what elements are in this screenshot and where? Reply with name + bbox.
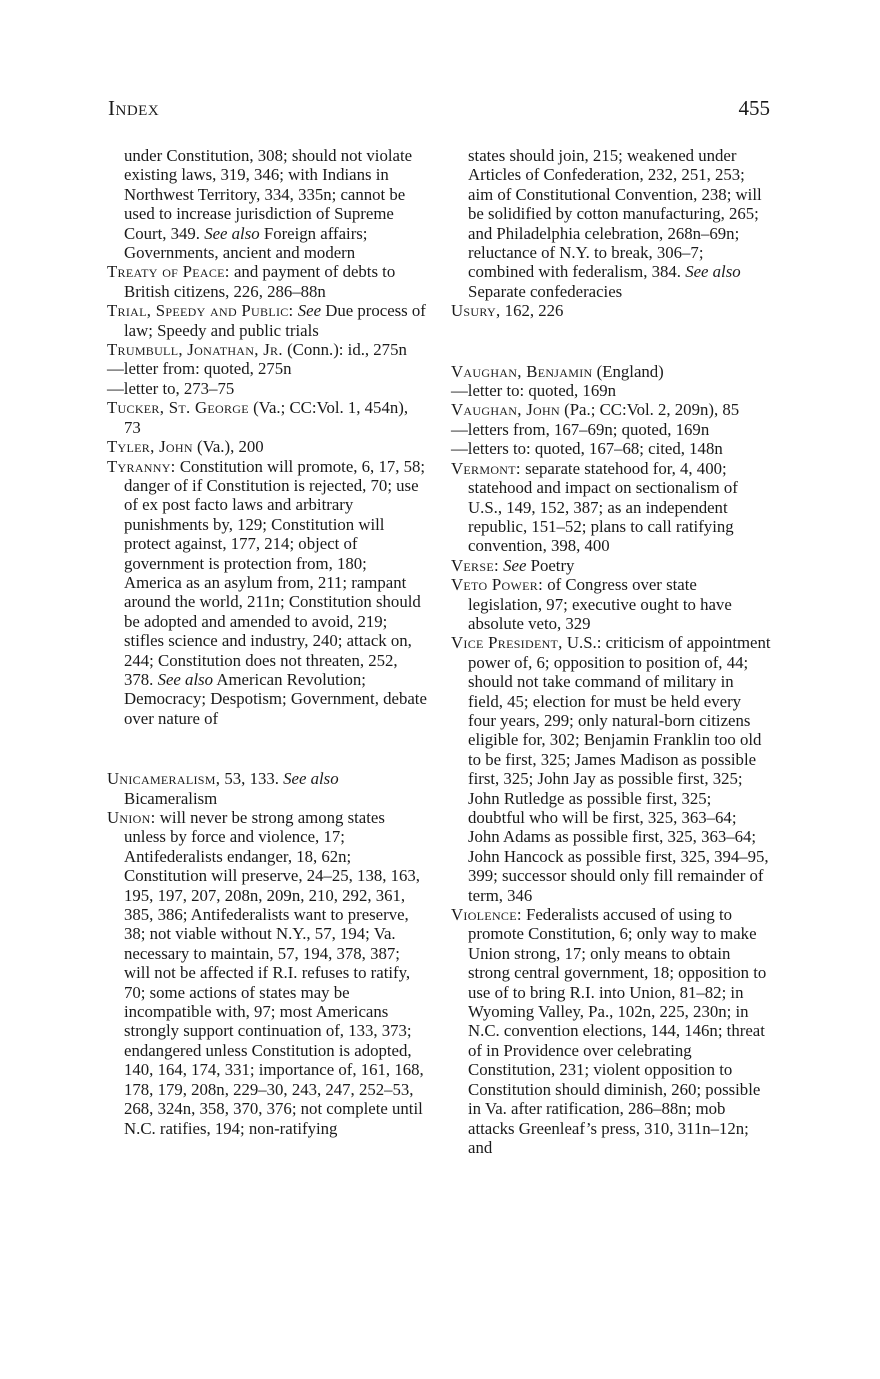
index-entry-tyranny: Tyranny: Constitution will promote, 6, 17, 58; danger of if Constitution is rejected, 70; use of ex post facto laws and arbitrary punishments by, 129; Constitution will protect against, 177, 214; object of government is protection from, 180; America as an asylum from, 211; rampant around the world, 211n; Constitution should be adopted and amended to avoid, 219; stifles science and industry, 240; attack on, 244; Constitution does not threaten, 252, 378. See also American Revolution; Democracy; Despotism; Government, debate over nature of — [107, 456, 427, 728]
index-entry-violence: Violence: Federalists accused of using to promote Constitution, 6; only way to make Union strong, 17; only means to obtain strong central government, 18; opposition to use of to bring R.I. into Union, 81–82; in Wyoming Valley, Pa., 102n, 225, 230n; in N.C. convention elections, 144, 146n; threat of in Providence over celebrating Constitution, 231; violent opposition to Constitution should diminish, 260; possible in Va. after ratification, 286–88n; mob attacks Greenleaf’s press, 310, 311n–12n; and — [451, 905, 767, 1157]
index-entry-tucker: Tucker, St. George (Va.; CC:Vol. 1, 454n), 73 — [107, 398, 409, 437]
index-entry-usury: Usury, 162, 226 — [451, 301, 564, 321]
index-entry-verse: Verse: See Poetry — [451, 555, 575, 575]
index-entry-continued: under Constitution, 308; should not violate existing laws, 319, 346; with Indians in Northwest Territory, 334, 335n; cannot be used to increase jurisdiction of Supreme Court, 349. See also Foreign affairs; Governments, ancient and modern — [124, 146, 413, 263]
left-column — [107, 146, 427, 1138]
page-number: 455 — [738, 96, 770, 120]
right-column — [451, 146, 771, 1157]
index-entry-vermont: Vermont: separate statehood for, 4, 400; statehood and impact on sectionalism of U.S., 149, 152, 387; as an independent republic, 151–52; plans to call ratifying convention, 398, 400 — [451, 458, 738, 556]
index-entry-continued: states should join, 215; weakened under Articles of Confederation, 232, 251, 253; aim of Constitutional Convention, 238; will be solidified by cotton manufacturing, 265; and Philadelphia celebration, 268n–69n; reluctance of N.Y. to break, 306–7; combined with federalism, 384. See also Separate confederacies — [468, 146, 762, 301]
index-entry-tyler: Tyler, John (Va.), 200 — [107, 437, 264, 457]
index-entry-unicameralism: Unicameralism, 53, 133. See also Bicameralism — [107, 769, 339, 808]
running-header — [108, 96, 770, 126]
index-subentry: —letter to, 273–75 — [107, 378, 235, 398]
index-entry-vaughan-john: Vaughan, John (Pa.; CC:Vol. 2, 209n), 85 — [451, 400, 740, 420]
index-entry-trial-speedy-public: Trial, Speedy and Public: See Due process of law; Speedy and public trials — [107, 301, 426, 340]
index-entry-treaty-of-peace: Treaty of Peace: and payment of debts to British citizens, 226, 286–88n — [107, 262, 396, 301]
index-subentry: —letters from, 167–69n; quoted, 169n — [451, 419, 710, 439]
letter-group-divider — [451, 321, 771, 362]
index-entry-vaughan-benjamin: Vaughan, Benjamin (England) — [451, 361, 664, 381]
index-entry-trumbull: Trumbull, Jonathan, Jr. (Conn.): id., 275n — [107, 340, 407, 360]
index-entry-veto-power: Veto Power: of Congress over state legislation, 97; executive ought to have absolute veto, 329 — [451, 575, 732, 633]
page-title: Index — [108, 96, 160, 120]
index-entry-vice-president: Vice President, U.S.: criticism of appointment power of, 6; opposition to position of, 44; should not take command of military in field, 45; election for must be held every four years, 299; only natural-born citizens eligible for, 302; Benjamin Franklin too old to be first, 325; James Madison as possible first, 325; John Jay as possible first, 325; John Rutledge as possible first, 325; doubtful who will be first, 325, 363–64; John Adams as possible first, 325, 363–64; John Hancock as possible first, 325, 394–95, 399; successor should only fill remainder of term, 346 — [451, 633, 771, 905]
index-subentry: —letter from: quoted, 275n — [107, 359, 292, 379]
index-entry-union: Union: will never be strong among states unless by force and violence, 17; Antifederalists endanger, 18, 62n; Constitution will preserve, 24–25, 138, 163, 195, 197, 207, 208n, 209n, 210, 292, 361, 385, 386; Antifederalists want to preserve, 38; not viable without N.Y., 57, 194; Va. necessary to maintain, 57, 194, 378, 387; will not be affected if R.I. refuses to ratify, 70; some actions of states may be incompatible with, 97; most Americans strongly support continuation of, 133, 373; endangered unless Constitution is adopted, 140, 164, 174, 331; importance of, 161, 168, 178, 179, 208n, 229–30, 243, 247, 252–53, 268, 324n, 358, 370, 376; not complete until N.C. ratifies, 194; non-ratifying — [107, 808, 424, 1138]
index-subentry: —letter to: quoted, 169n — [451, 381, 616, 401]
letter-group-divider — [107, 728, 427, 769]
index-subentry: —letters to: quoted, 167–68; cited, 148n — [451, 439, 723, 459]
